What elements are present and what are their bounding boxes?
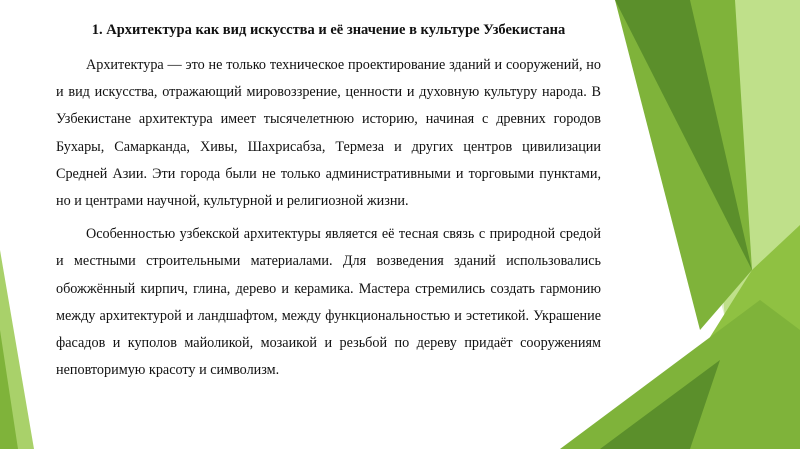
slide-title: 1. Архитектура как вид искусства и её значение в культуре Узбекистана bbox=[91, 22, 566, 38]
paragraph-1: Архитектура — это не только техническое проектирование зданий и сооружений, но и вид искусства, отражающий мировоззрение, ценности и духовную культуру народа. В Узбекистане архитектура имеет тысячелетнюю историю, начиная с древних городов Бухары, Самарканда, Хивы, Шахрисабза, Термеза и других центров цивилизации Средней Азии. Эти города были не только административными и торговыми пунктами, но и центрами научной, культурной и религиозной жизни. bbox=[56, 57, 601, 210]
paragraph-2: Особенностью узбекской архитектуры является её тесная связь с природной средой и местными строительными материалами. Для возведения зданий использовались обожжённый кирпич, глина, дерево и керамика. Мастера стремились создать гармонию между архитектурой и ландшафтом, между функциональностью и эстетикой. Украшение фасадов и куполов майоликой, мозаикой и резьбой по дереву придаёт сооружениям неповторимую красоту и символизм. bbox=[56, 226, 601, 379]
slide-content bbox=[56, 14, 601, 390]
